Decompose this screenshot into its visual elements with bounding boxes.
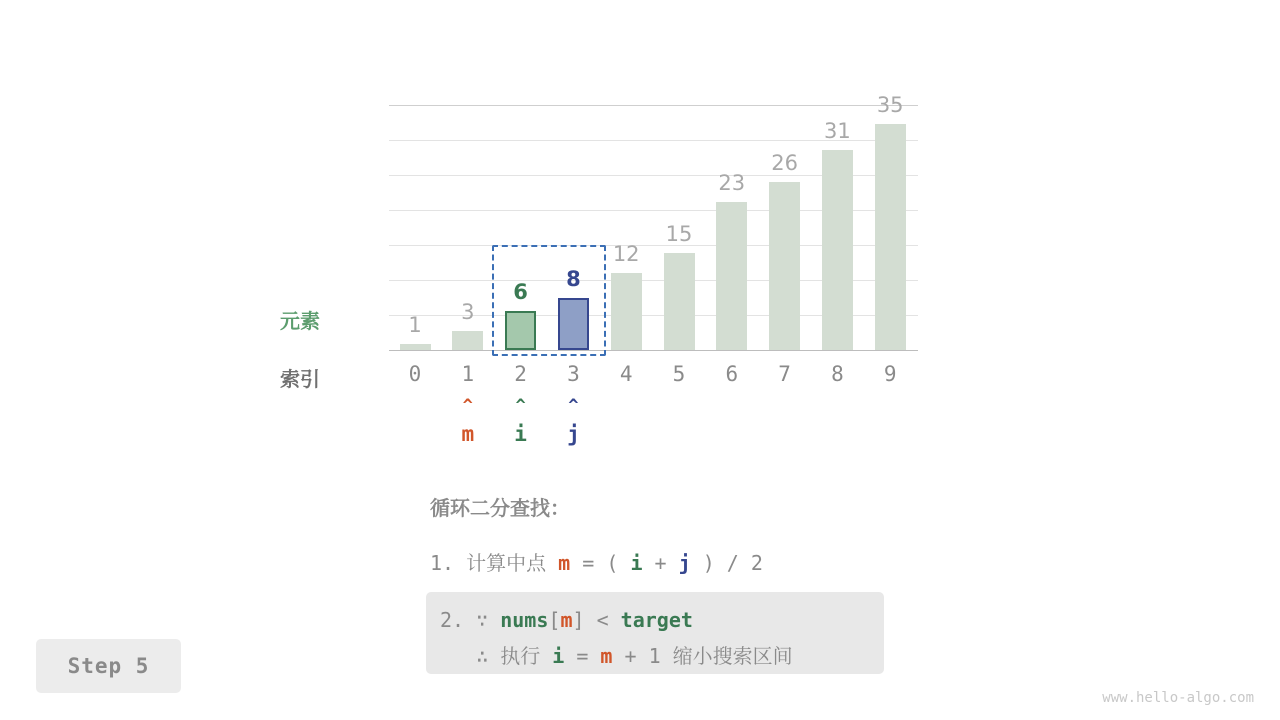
- explanation-step-3: [440, 638, 900, 674]
- bar-1: [452, 331, 483, 350]
- pointer-label-j: j: [567, 422, 580, 446]
- explanation-highlight: [440, 602, 900, 674]
- bar-0: [400, 344, 431, 350]
- step2-operator: <: [584, 608, 621, 632]
- bar-9: [875, 124, 906, 350]
- pointer-caret-j: ^: [568, 396, 579, 416]
- step2-bracket-close: ]: [572, 608, 585, 632]
- index-label-0: 0: [408, 362, 422, 386]
- step2-bracket-open: [: [548, 608, 561, 632]
- axis-baseline: [389, 350, 918, 351]
- bar-7: [769, 182, 800, 350]
- step1-var-i: i: [630, 551, 643, 575]
- bar-value-6: 23: [718, 170, 746, 195]
- step1-prefix: 1. 计算中点: [430, 551, 559, 575]
- step2-prefix: 2. ∵: [440, 608, 501, 632]
- row-label-element: 元素: [280, 309, 320, 333]
- explanation-step-1: [430, 545, 990, 581]
- bar-value-9: 35: [876, 93, 904, 118]
- index-label-6: 6: [725, 362, 739, 386]
- row-label-index: 索引: [280, 367, 320, 391]
- index-label-9: 9: [883, 362, 897, 386]
- step2-nums: nums: [500, 608, 549, 632]
- bar-value-4: 12: [612, 241, 640, 266]
- step1-var-m: m: [558, 551, 571, 575]
- index-label-2: 2: [514, 362, 527, 386]
- explanation-title: 循环二分查找：: [430, 496, 570, 520]
- gridline: [389, 105, 918, 106]
- step3-var-m: m: [600, 644, 613, 668]
- step1-var-j: j: [678, 551, 691, 575]
- pointer-label-m: m: [461, 422, 475, 446]
- index-label-7: 7: [778, 362, 791, 386]
- bar-value-8: 31: [824, 119, 851, 144]
- step3-eq: =: [564, 644, 601, 668]
- step3-rest: + 1 缩小搜索区间: [612, 644, 793, 668]
- explanation-block: [430, 492, 990, 581]
- index-label-3: 3: [567, 362, 580, 386]
- step-badge: Step 5: [36, 639, 181, 693]
- bar-value-7: 26: [771, 151, 798, 176]
- step1-suffix: ) / 2: [690, 551, 763, 575]
- step2-target: target: [620, 608, 693, 632]
- bar-value-3: 8: [566, 267, 581, 292]
- bar-5: [664, 253, 695, 350]
- bar-value-5: 15: [665, 222, 693, 247]
- index-label-4: 4: [619, 362, 633, 386]
- watermark: www.hello-algo.com: [1102, 690, 1254, 706]
- bar-8: [822, 150, 853, 350]
- pointer-label-i: i: [514, 422, 527, 446]
- step3-prefix: ∴ 执行: [440, 644, 553, 668]
- step1-plus: +: [642, 551, 679, 575]
- bar-value-1: 3: [461, 299, 475, 324]
- bar-6: [716, 202, 747, 350]
- index-label-8: 8: [831, 362, 844, 386]
- explanation-step-2: [440, 602, 900, 638]
- bar-4: [611, 273, 642, 350]
- step1-mid: = (: [570, 551, 631, 575]
- selection-range-box: [492, 245, 606, 356]
- bar-value-2: 6: [513, 280, 528, 305]
- pointer-caret-m: ^: [462, 396, 473, 416]
- step2-var-m: m: [560, 608, 573, 632]
- index-label-5: 5: [672, 362, 686, 386]
- bar-value-0: 1: [408, 312, 422, 337]
- pointer-caret-i: ^: [515, 396, 526, 416]
- index-label-1: 1: [461, 362, 475, 386]
- step3-var-i: i: [552, 644, 565, 668]
